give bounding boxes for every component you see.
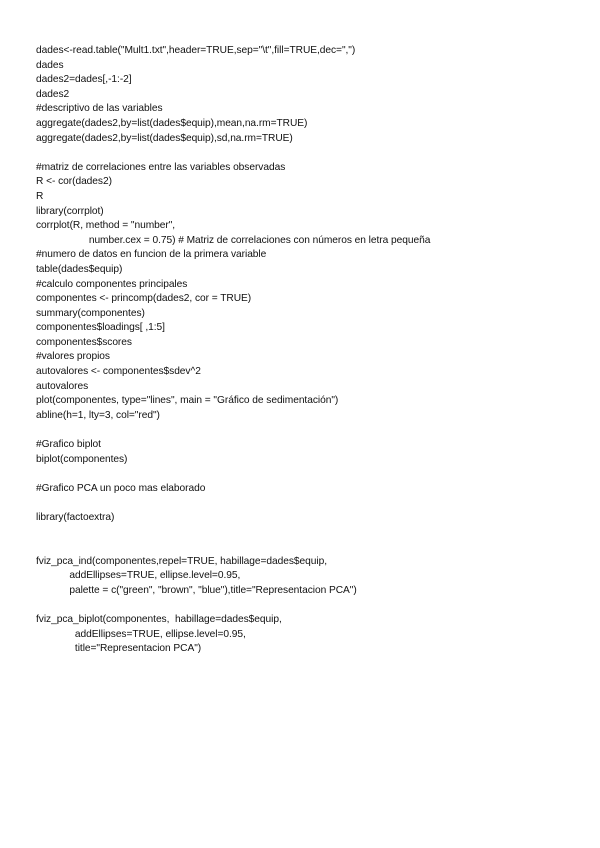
- code-line: fviz_pca_ind(componentes,repel=TRUE, habillage=dades$equip,: [36, 555, 327, 567]
- comment-line: #matriz de correlaciones entre las variables observadas: [36, 161, 286, 173]
- code-line: addEllipses=TRUE, ellipse.level=0.95,: [36, 628, 246, 640]
- code-line: palette = c("green", "brown", "blue"),title="Representacion PCA"): [36, 584, 357, 596]
- code-line: componentes$loadings[ ,1:5]: [36, 322, 165, 334]
- code-line: library(corrplot): [36, 205, 104, 217]
- code-line: componentes <- princomp(dades2, cor = TRUE): [36, 293, 252, 305]
- blank-line: [36, 146, 576, 161]
- comment-line: #Grafico PCA un poco mas elaborado: [36, 482, 206, 494]
- blank-line: [36, 423, 576, 438]
- comment-line: #Grafico biplot: [36, 439, 101, 451]
- r-script-text: [36, 44, 576, 657]
- code-line: summary(componentes): [36, 307, 145, 319]
- code-line: componentes$scores: [36, 336, 132, 348]
- code-line: library(factoextra): [36, 512, 115, 523]
- code-line: abline(h=1, lty=3, col="red"): [36, 409, 160, 421]
- code-line: dades: [36, 59, 64, 71]
- code-line: biplot(componentes): [36, 453, 128, 465]
- blank-line: [36, 496, 576, 511]
- code-line: R <- cor(dades2): [36, 176, 112, 188]
- blank-line: [36, 467, 576, 482]
- comment-line: #numero de datos en funcion de la primera variable: [36, 249, 267, 261]
- code-line: aggregate(dades2,by=list(dades$equip),mean,na.rm=TRUE): [36, 117, 308, 129]
- code-line: fviz_pca_biplot(componentes, habillage=dades$equip,: [36, 614, 282, 626]
- code-line: dades<-read.table("Mult1.txt",header=TRUE,sep="\t",fill=TRUE,dec=","): [36, 45, 356, 56]
- code-line: dades2=dades[,-1:-2]: [36, 74, 132, 86]
- code-line: title="Representacion PCA"): [36, 643, 202, 655]
- comment-line: #calculo componentes principales: [36, 278, 188, 290]
- blank-line: [36, 540, 576, 555]
- comment-line: #valores propios: [36, 351, 110, 363]
- code-line: table(dades$equip): [36, 263, 123, 275]
- code-line: plot(componentes, type="lines", main = "Gráfico de sedimentación"): [36, 395, 339, 407]
- code-line: R: [36, 190, 44, 202]
- blank-line: [36, 599, 576, 614]
- code-line: number.cex = 0.75) # Matriz de correlaciones con números en letra pequeña: [36, 234, 431, 246]
- code-line: dades2: [36, 88, 70, 100]
- code-line: corrplot(R, method = "number",: [36, 220, 176, 232]
- blank-line: [36, 526, 576, 541]
- code-line: autovalores <- componentes$sdev^2: [36, 366, 201, 378]
- comment-line: #descriptivo de las variables: [36, 103, 163, 115]
- code-line: autovalores: [36, 380, 89, 392]
- code-line: addEllipses=TRUE, ellipse.level=0.95,: [36, 570, 241, 582]
- code-line: aggregate(dades2,by=list(dades$equip),sd,na.rm=TRUE): [36, 132, 293, 144]
